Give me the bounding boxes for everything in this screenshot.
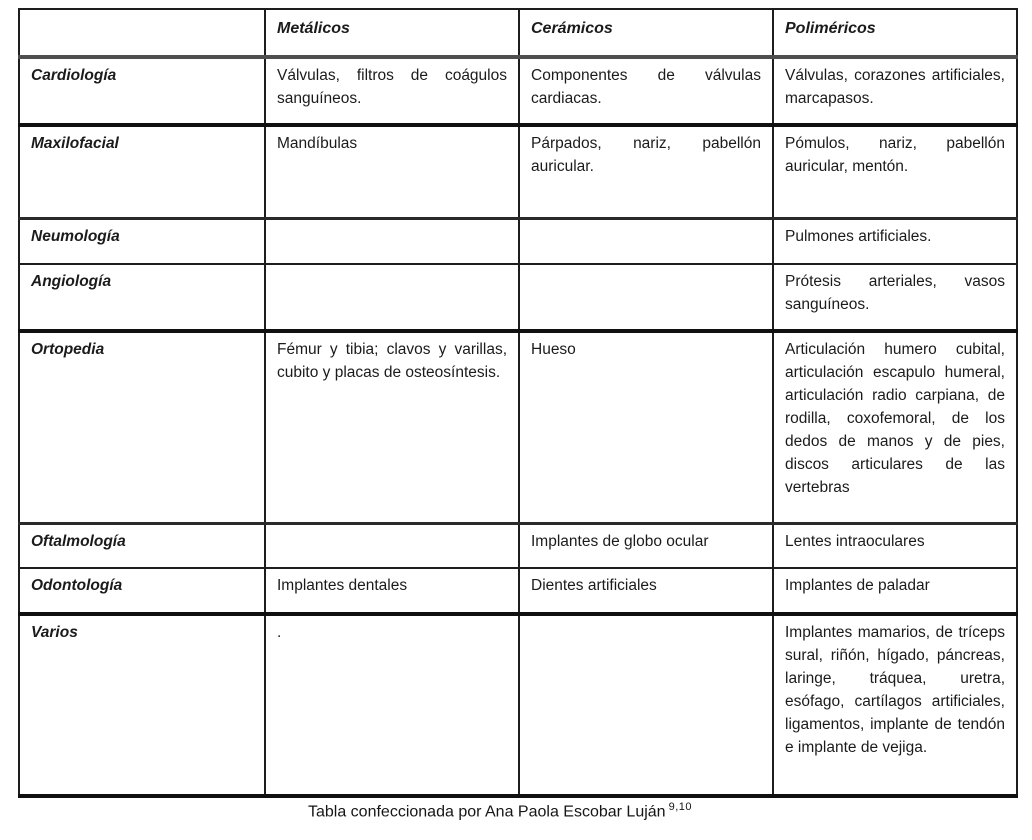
table-cell: Dientes artificiales [519,568,773,614]
table-cell: Mandíbulas [265,125,519,218]
table-cell [265,523,519,568]
table-cell: Implantes de globo ocular [519,523,773,568]
table-cell: Párpados, nariz, pabellón auricular. [519,125,773,218]
table-cell [265,218,519,264]
table-cell [519,264,773,331]
row-label: Neumología [19,218,265,264]
table-cell [519,218,773,264]
table-cell: Articulación humero cubital, articulación escapulo humeral, articulación radio carpiana, de rodilla, coxofemoral, de los dedos de manos y de pies, discos articulares de las vertebras [773,331,1017,523]
row-label: Ortopedia [19,331,265,523]
table-cell: Válvulas, filtros de coágulos sanguíneos. [265,57,519,125]
row-label: Maxilofacial [19,125,265,218]
column-header-metalicos: Metálicos [265,9,519,57]
caption-text: Tabla confeccionada por Ana Paola Escobar Luján [307,803,666,821]
table-cell [265,264,519,331]
table-cell: Hueso [519,331,773,523]
column-header-empty [19,9,265,57]
table-caption [0,801,1000,821]
table-row-oftalmologia [19,523,1017,568]
caption-superscript: 9,10 [668,801,692,813]
table-cell: Prótesis arteriales, vasos sanguíneos. [773,264,1017,331]
table-cell: Pulmones artificiales. [773,218,1017,264]
table-cell: Implantes dentales [265,568,519,614]
table-cell: Implantes mamarios, de tríceps sural, riñón, hígado, páncreas, laringe, tráquea, uretra, esófago, cartílagos artificiales, ligamentos, implante de tendón e implante de vejiga. [773,614,1017,796]
table-cell: Pómulos, nariz, pabellón auricular, mentón. [773,125,1017,218]
biomaterials-table [18,8,1018,798]
row-label: Oftalmología [19,523,265,568]
table-cell: Lentes intraoculares [773,523,1017,568]
table-cell: Implantes de paladar [773,568,1017,614]
row-label: Varios [19,614,265,796]
table-row-maxilofacial [19,125,1017,218]
table-row-cardiologia [19,57,1017,125]
column-header-ceramicos: Cerámicos [519,9,773,57]
table-row-neumologia [19,218,1017,264]
row-label: Cardiología [19,57,265,125]
table-row-angiologia [19,264,1017,331]
table-cell: Componentes de válvulas cardiacas. [519,57,773,125]
column-header-polimericos: Poliméricos [773,9,1017,57]
table-cell: Válvulas, corazones artificiales, marcapasos. [773,57,1017,125]
table-row-odontologia [19,568,1017,614]
table-row-varios [19,614,1017,796]
row-label: Odontología [19,568,265,614]
header-row [19,9,1017,57]
table-cell: Fémur y tibia; clavos y varillas, cubito y placas de osteosíntesis. [265,331,519,523]
table-cell-stray-dot: . [265,614,519,796]
table-cell [519,614,773,796]
table-row-ortopedia [19,331,1017,523]
row-label: Angiología [19,264,265,331]
